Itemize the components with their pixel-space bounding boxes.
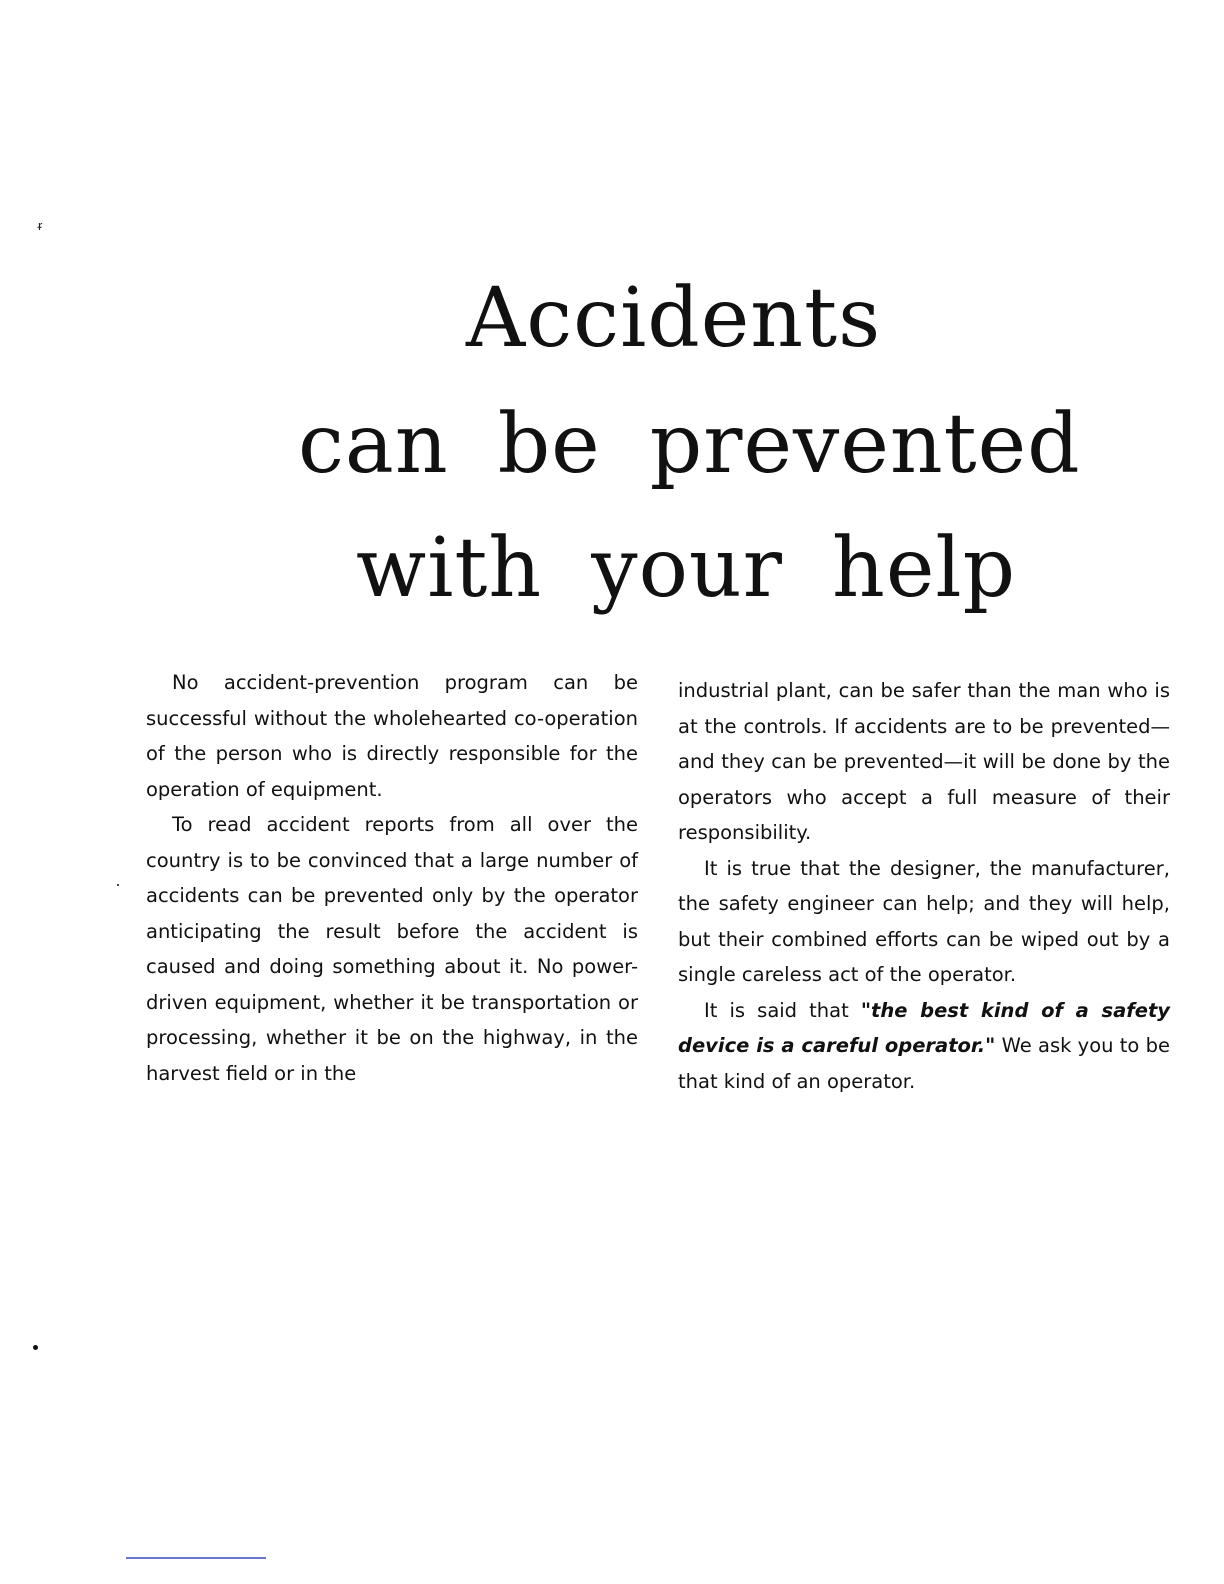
title-line-3: with your help: [356, 521, 1017, 616]
quote-outro: We ask you to be that kind of an operator.: [678, 1034, 1171, 1093]
right-paragraph-1: industrial plant, can be safer than the man who is at the controls. If accidents are to be prevented—and they can be prevented—it will be done by the operators who accept a full measure of their responsibility.: [678, 679, 1170, 844]
right-paragraph-3: [678, 993, 1170, 1100]
left-paragraph-1: No accident-prevention program can be successful without the wholehearted co-operation of the person who is directly responsible for the operation of equipment.: [146, 671, 638, 801]
margin-speck: [117, 884, 119, 886]
right-paragraph-2: It is true that the designer, the manufacturer, the safety engineer can help; and they will help, but their combined efforts can be wiped out by a single careless act of the operator.: [678, 856, 1170, 986]
right-column: [678, 673, 1170, 1099]
corner-mark: ᵲ: [38, 219, 43, 234]
quote-intro: It is said that: [704, 998, 861, 1022]
title-line-2: can be prevented: [298, 397, 1081, 492]
left-paragraph-2: To read accident reports from all over the country is to be convinced that a large number of accidents can be prevented only by the operator anticipating the result before the accident is caused and doing something about it. No power-driven equipment, whether it be transportation or processing, whether it be on the highway, in the harvest field or in the: [146, 813, 638, 1085]
safety-quote: "the best kind of a safety device is a careful operator.": [678, 998, 1170, 1057]
title-line-1: Accidents: [466, 271, 882, 366]
margin-dot: [33, 1345, 38, 1350]
left-column: [146, 665, 638, 1091]
footer-rule: [126, 1557, 266, 1559]
